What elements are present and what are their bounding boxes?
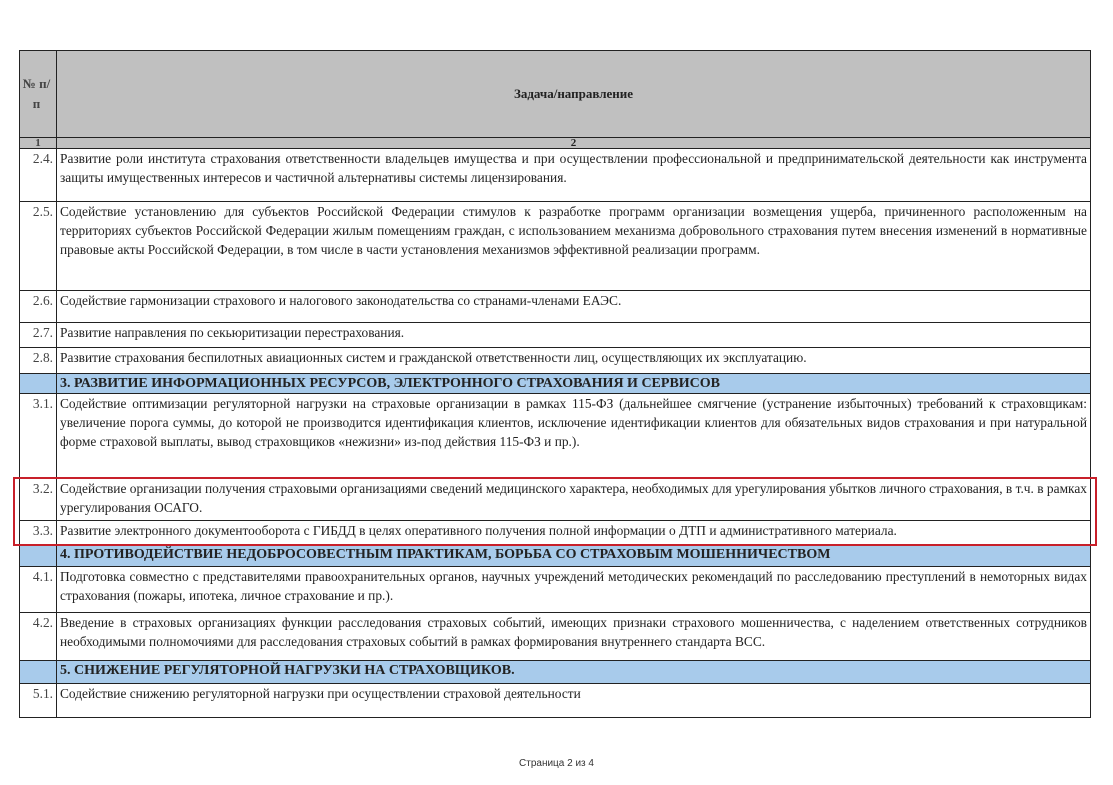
- tasks-table: [19, 50, 1091, 718]
- section-header: [20, 545, 1091, 567]
- row-text: Содействие оптимизации регуляторной нагрузки на страховые организации в рамках 115-ФЗ (дальнейшее смягчение (устранение избыточных) требований к страховщикам: увеличение порога суммы, до которой не производится идентификация клиентов, исключение идентификации клиентов для обязательных видов страхования и при натуральной форме страховой выплаты, вывод страховщиков «нежизни» из-под действия 115-ФЗ и пр.).: [57, 394, 1091, 479]
- row-number: 4.1.: [20, 567, 57, 613]
- table-row: [20, 348, 1091, 374]
- header-task: Задача/направление: [57, 51, 1091, 138]
- table-header: [20, 51, 1091, 138]
- row-number: 4.2.: [20, 613, 57, 661]
- table-row: [20, 394, 1091, 479]
- row-text: Содействие снижению регуляторной нагрузки при осуществлении страховой деятельности: [57, 684, 1091, 718]
- col-number-2: 2: [57, 138, 1091, 149]
- section-header: [20, 661, 1091, 684]
- row-number: 3.1.: [20, 394, 57, 479]
- table-row: [20, 149, 1091, 202]
- row-number: 2.8.: [20, 348, 57, 374]
- table-row: [20, 291, 1091, 323]
- section-title: 3. РАЗВИТИЕ ИНФОРМАЦИОННЫХ РЕСУРСОВ, ЭЛЕКТРОННОГО СТРАХОВАНИЯ И СЕРВИСОВ: [57, 374, 1091, 394]
- row-text: Содействие гармонизации страхового и налогового законодательства со странами-членами ЕАЭС.: [57, 291, 1091, 323]
- table-row: [20, 567, 1091, 613]
- row-text: Развитие роли института страхования ответственности владельцев имущества и при осуществлении профессиональной и предпринимательской деятельности как инструмента защиты имущественных интересов и частичной альтернативы системы лицензирования.: [57, 149, 1091, 202]
- section-title: 5. СНИЖЕНИЕ РЕГУЛЯТОРНОЙ НАГРУЗКИ НА СТРАХОВЩИКОВ.: [57, 661, 1091, 684]
- row-text: Содействие организации получения страховыми организациями сведений медицинского характера, необходимых для урегулирования убытков личного страхования, в т.ч. в рамках урегулирования ОСАГО.: [57, 479, 1091, 521]
- row-text: Подготовка совместно с представителями правоохранительных органов, научных учреждений методических рекомендаций по расследованию преступлений в немоторных видах страхования (пожары, ипотека, личное страхование и пр.).: [57, 567, 1091, 613]
- header-num: № п/п: [20, 51, 57, 138]
- row-number: 5.1.: [20, 684, 57, 718]
- row-text: Содействие установлению для субъектов Российской Федерации стимулов к разработке программ организации возмещения ущерба, причиненного расположенным на территориях субъектов Российской Федерации жилым помещениям граждан, с использованием механизма добровольного страхования путем внесения изменений в нормативные правовые акты Российской Федерации, в том числе в части установления механизмов эффективной реализации программ.: [57, 202, 1091, 291]
- section-header: [20, 374, 1091, 394]
- row-number: 2.5.: [20, 202, 57, 291]
- col-number-1: 1: [20, 138, 57, 149]
- row-number: 2.4.: [20, 149, 57, 202]
- row-number: 3.2.: [20, 479, 57, 521]
- table-row: [20, 684, 1091, 718]
- row-text: Развитие страхования беспилотных авиационных систем и гражданской ответственности лиц, осуществляющих их эксплуатацию.: [57, 348, 1091, 374]
- row-number: 2.6.: [20, 291, 57, 323]
- table-row: [20, 323, 1091, 348]
- page-footer: Страница 2 из 4: [519, 758, 594, 769]
- row-text: Развитие направления по секьюритизации перестрахования.: [57, 323, 1091, 348]
- highlight-box: [13, 477, 1097, 546]
- table-row: [20, 613, 1091, 661]
- table-row: [20, 202, 1091, 291]
- row-text: Развитие электронного документооборота с ГИБДД в целях оперативного получения полной информации о ДТП и административного материала.: [57, 521, 1091, 545]
- section-title: 4. ПРОТИВОДЕЙСТВИЕ НЕДОБРОСОВЕСТНЫМ ПРАКТИКАМ, БОРЬБА СО СТРАХОВЫМ МОШЕННИЧЕСТВОМ: [57, 545, 1091, 567]
- row-text: Введение в страховых организациях функции расследования страховых событий, имеющих признаки страхового мошенничества, с наделением ответственных сотрудников необходимыми полномочиями для расследования страховых событий в рамках формирования внутреннего стандарта ВСС.: [57, 613, 1091, 661]
- column-number-row: [20, 138, 1091, 149]
- row-number: 2.7.: [20, 323, 57, 348]
- row-number: 3.3.: [20, 521, 57, 545]
